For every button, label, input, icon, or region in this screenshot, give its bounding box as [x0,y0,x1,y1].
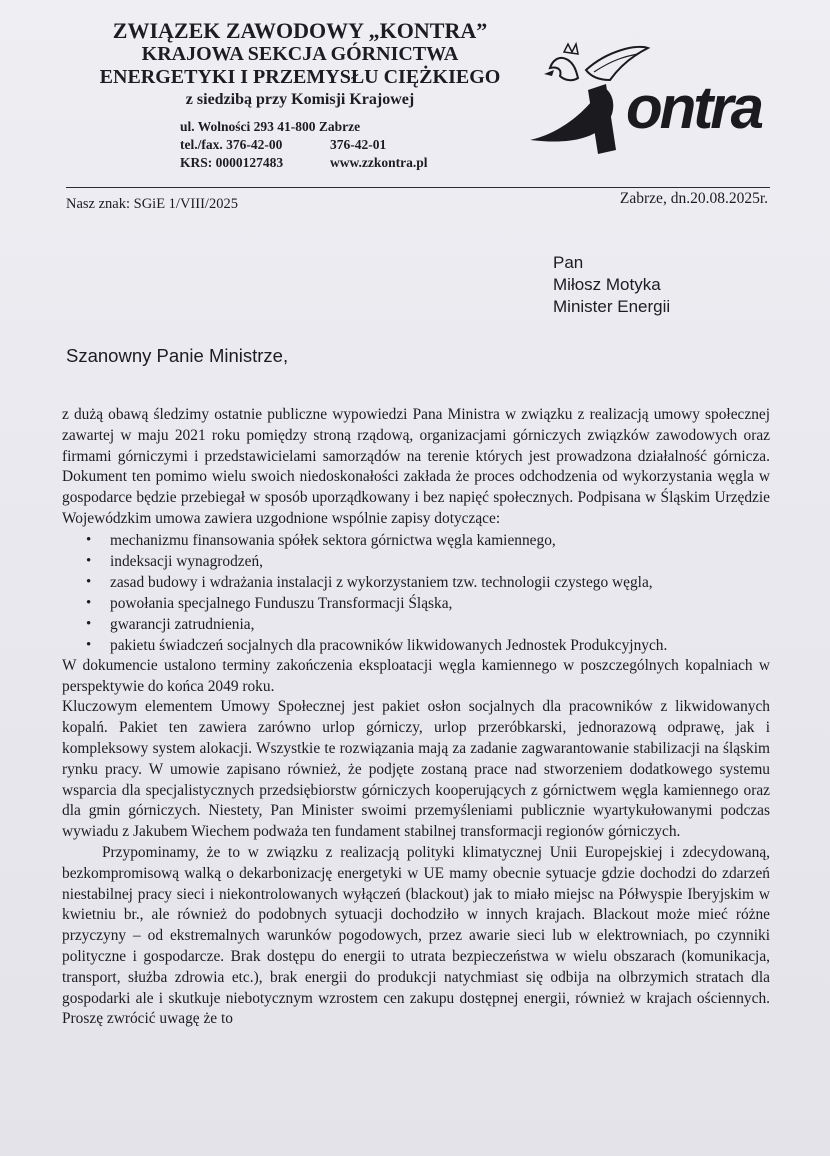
recipient-title: Pan [553,253,584,272]
contact-block [180,118,428,172]
header-divider [66,187,770,188]
list-item: • pakietu świadczeń socjalnych dla pracowników likwidowanych Jednostek Produkcyjnych. [110,635,770,656]
reference-number: Nasz znak: SGiE 1/VIII/2025 [66,196,238,212]
org-seat: z siedzibą przy Komisji Krajowej [185,91,415,108]
list-item: • mechanizmu finansowania spółek sektora górnictwa węgla kamiennego, [110,530,770,551]
letter-date: Zabrze, dn.20.08.2025r. [619,190,768,207]
recipient-block [553,252,670,318]
list-item: • zasad budowy i wdrażania instalacji z wykorzystaniem tzw. technologii czystego węgla, [110,572,770,593]
address: ul. Wolności 293 41-800 Zabrze [180,119,361,134]
org-name: ZWIĄZEK ZAWODOWY „KONTRA” [112,18,488,43]
website: www.zzkontra.pl [330,155,428,170]
paragraph: Kluczowym elementem Umowy Społecznej jest pakiet osłon socjalnych dla pracowników z likwidowanych kopalń. Pakiet ten zawiera zarówno urlop górniczy, urlop przeróbkarski, jednorazową odprawę, jak i kompleksowy system alokacji. Wszystkie te rozwiązania mają za zadanie zagwarantowanie stabilizacji na śląskim rynku pracy. W umowie zapisano również, że podjęte zostaną prace nad stworzeniem dodatkowego systemu wsparcia dla specjalistycznych przedsiębiorstw górniczych kooperujących z górnictwem węgla kamiennego oraz dla gmin górniczych. Niestety, Pan Minister swoimi przemyśleniami publicznie wyartykułowanymi podczas wywiadu z Jakubem Wiechem podważa ten fundament stabilnej transformacji regionów górniczych. [62,698,770,841]
paragraph: Przypominamy, że to w związku z realizacją polityki klimatycznej Unii Europejskiej i zdecydowaną, bezkompromisową walką o dekarbonizację energetyki w UE mamy obecnie sytuacje gdzie dochodzi do zdarzeń niestabilnej pracy sieci i niekontrolowanych wyłączeń (blackout) jak to miało miejsc na Półwyspie Iberyjskim w kwietniu br., ale również do podobnych sytuacji dochodziło w innych krajach. Blackout może mieć różne przyczyny – od ekstremalnych warunków pogodowych, przez awarie sieci lub w elektrowniach, po czynniki polityczne i gospodarcze. Brak dostępu do energii to utrata bezpieczeństwa w wielu obszarach (komunikacja, transport, służba zdrowia etc.), brak energii do produkcji natychmiast się odbija na olbrzymich stratach dla gospodarki ale i skutkuje niebotycznym wzrostem cen zakupu dostępnej energii, również w krajach ościennych. Proszę zwrócić uwagę że to [62,843,770,1028]
paragraph: z dużą obawą śledzimy ostatnie publiczne wypowiedzi Pana Ministra w związku z realizacją umowy społecznej zawartej w maju 2021 roku pomiędzy stroną rządową, organizacjami górniczych związków zawodowych oraz firmami górniczymi i przedstawicielami samorządów na terenie których jest prowadzona działalność górnicza. Dokument ten pomimo wielu swoich niedoskonałości zakłada że proces odchodzenia od wykorzystania węgla w gospodarce będzie przebiegał w sposób uporządkowany i bez napięć społecznych. Podpisana w Śląskim Urzędzie Wojewódzkim umowa zawiera uzgodnione wspólnie zapisy dotyczące: [62,406,770,527]
list-item: • indeksacji wynagrodzeń, [110,551,770,572]
letter-body [62,405,770,1030]
krs-number: KRS: 0000127483 [180,155,284,170]
salutation: Szanowny Panie Ministrze, [66,345,289,366]
recipient-position: Minister Energii [553,297,671,316]
phone-fax: tel./fax. 376-42-00 [180,137,283,152]
recipient-name: Miłosz Motyka [553,275,661,294]
kontra-logo [528,30,788,160]
provisions-list [62,530,770,656]
paragraph: W dokumencie ustalono terminy zakończenia eksploatacji węgla kamiennego w poszczególnych kopalniach w perspektywie do końca 2049 roku. [62,656,770,695]
letterhead [60,18,540,110]
phone-2: 376-42-01 [330,137,387,152]
svg-text:ontra: ontra [626,74,761,141]
eagle-icon [550,58,578,80]
org-section-2: ENERGETYKI I PRZEMYSŁU CIĘŻKIEGO [99,66,501,88]
org-section: KRAJOWA SEKCJA GÓRNICTWA [141,43,459,65]
list-item: • powołania specjalnego Funduszu Transformacji Śląska, [110,593,770,614]
list-item: • gwarancji zatrudnienia, [110,614,770,635]
